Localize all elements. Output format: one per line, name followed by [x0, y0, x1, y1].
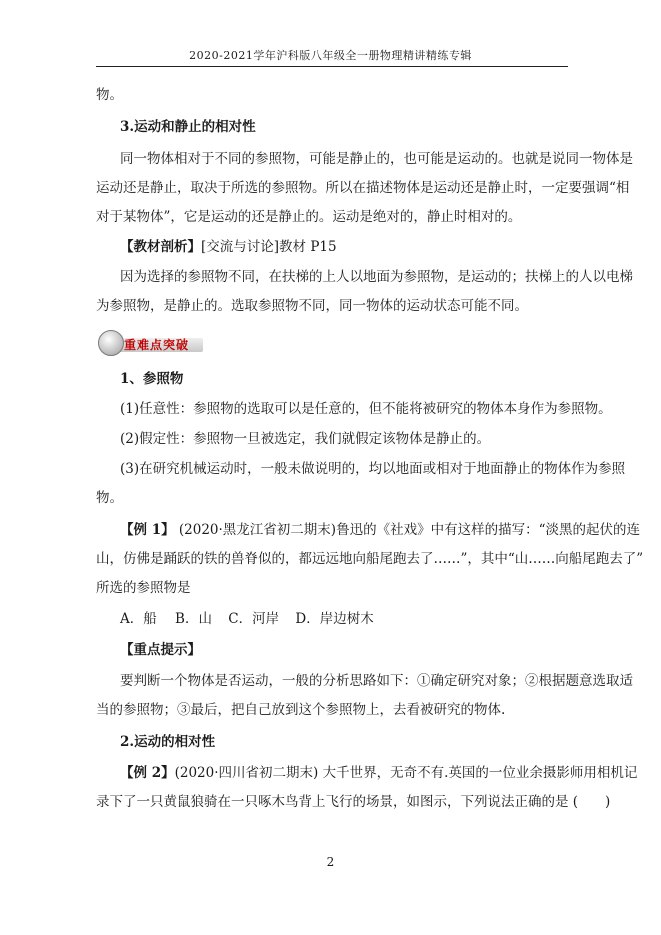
textbook-text: [交流与讨论]教材 P15: [201, 239, 337, 255]
key-tip-line-2: 当的参照物；③最后，把自己放到这个参照物上，去看被研究的物体.: [96, 702, 506, 718]
item-3-line-2: 物。: [96, 490, 123, 506]
option-b[interactable]: B．山: [175, 611, 212, 627]
paragraph-1-line-1: 同一物体相对于不同的参照物，可能是静止的，也可能是运动的。也就是说同一物体是: [120, 151, 633, 167]
example-2-label: 【例 2】: [120, 765, 175, 781]
example-1-line-1: [120, 521, 640, 540]
example-1-label: 【例 1】: [120, 522, 175, 538]
banner-label: 重难点突破: [124, 338, 190, 352]
item-2: (2)假定性：参照物一旦被选定，我们就假定该物体是静止的。: [120, 431, 491, 447]
textbook-analysis: [120, 238, 570, 257]
key-tip-line-1: 要判断一个物体是否运动，一般的分析思路如下：①确定研究对象；②根据题意选取适: [120, 673, 633, 689]
page-header: 2020-2021学年沪科版八年级全一册物理精讲精练专辑: [189, 49, 472, 62]
example-1-line-2: 山，仿佛是踊跃的铁的兽脊似的，都远远地向船尾跑去了……”，其中“山……向船尾跑去了”: [96, 551, 644, 567]
section-2-title: 2.运动的相对性: [120, 734, 216, 750]
key-tip-label: 【重点提示】: [120, 642, 201, 658]
paragraph-1-line-3: 对于某物体”，它是运动的还是静止的。运动是绝对的，静止时相对的。: [96, 209, 522, 225]
example-2-text: (2020·四川省初二期末) 大千世界，无奇不有.英国的一位业余摄影师用相机记: [174, 765, 638, 781]
paragraph-2-line-1: 因为选择的参照物不同，在扶梯的上人以地面为参照物，是运动的；扶梯上的人以电梯: [120, 269, 633, 285]
example-1-text: (2020·黑龙江省初二期末)鲁迅的《社戏》中有这样的描写：“淡黑的起伏的连: [178, 522, 640, 538]
option-d[interactable]: D．岸边树木: [295, 611, 374, 627]
example-1-line-3: 所选的参照物是: [96, 580, 191, 596]
item-1: (1)任意性：参照物的选取可以是任意的，但不能将被研究的物体本身作为参照物。: [120, 401, 612, 417]
paragraph-1-line-2: 运动还是静止，取决于所选的参照物。所以在描述物体是运动还是静止时，一定要强调“相: [96, 180, 630, 196]
banner-badge-icon: [98, 330, 124, 356]
example-1-options: [120, 610, 570, 629]
option-c[interactable]: C．河岸: [228, 611, 280, 627]
example-2-line-1: [120, 764, 638, 783]
continued-line: 物。: [96, 87, 123, 103]
option-a[interactable]: A．船: [120, 611, 157, 627]
textbook-label: 【教材剖析】: [120, 239, 201, 255]
header-divider: [96, 66, 568, 67]
section-1-title: 1、参照物: [120, 371, 184, 387]
section-3-title: 3.运动和静止的相对性: [120, 119, 256, 135]
example-2-line-2: 录下了一只黄鼠狼骑在一只啄木鸟背上飞行的场景，如图示，下列说法正确的是 ( ): [96, 794, 611, 810]
page-number: 2: [326, 855, 335, 869]
item-3-line-1: (3)在研究机械运动时，一般未做说明的，均以地面或相对于地面静止的物体作为参照: [120, 461, 626, 477]
paragraph-2-line-2: 为参照物，是静止的。选取参照物不同，同一物体的运动状态可能不同。: [96, 298, 528, 314]
key-points-banner: [98, 330, 208, 356]
